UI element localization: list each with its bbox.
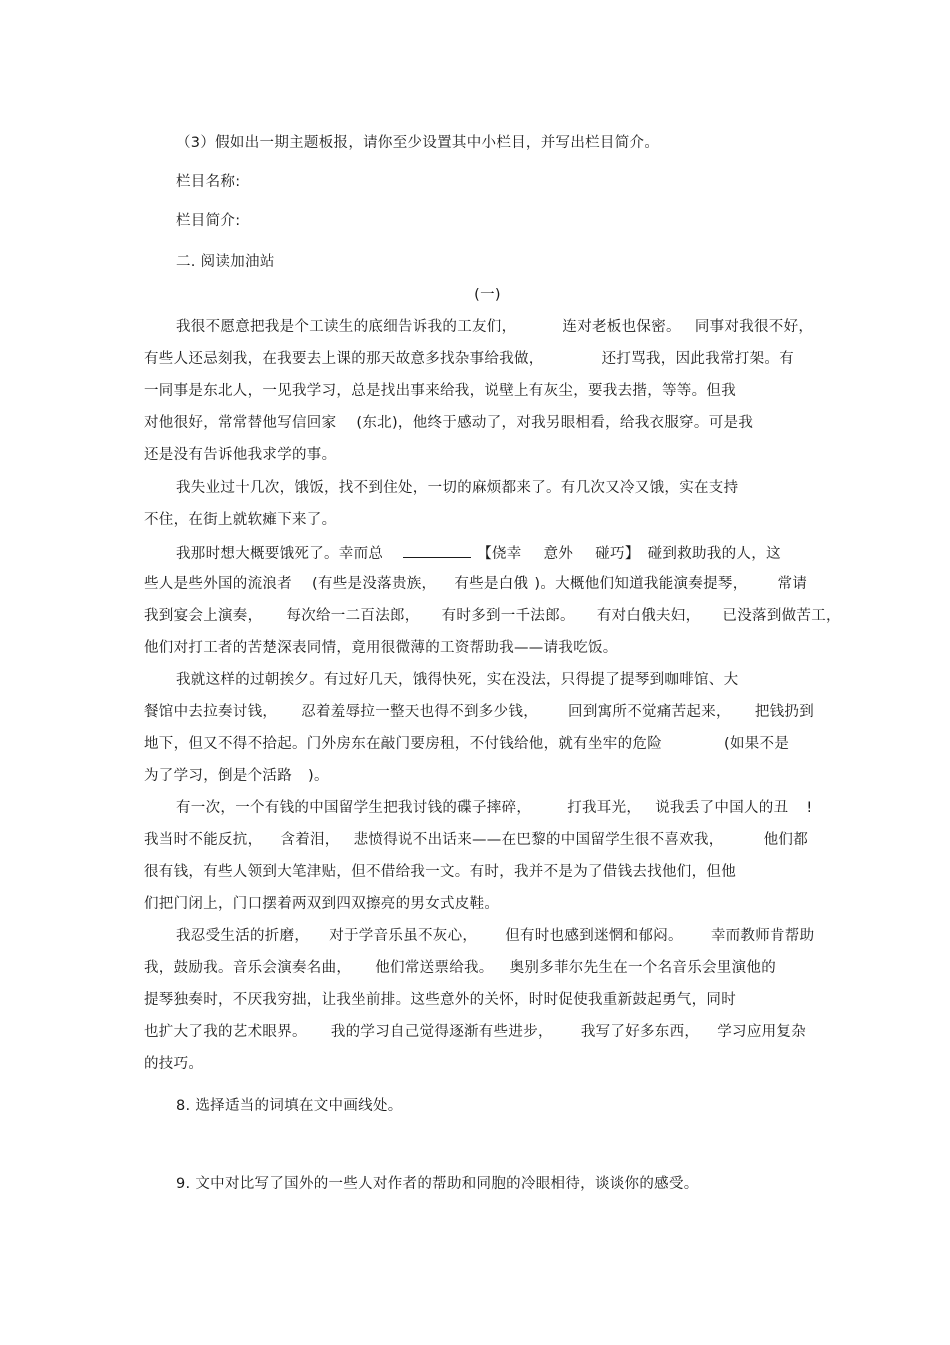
passage-line: 些人是些外国的流浪者 (有些是没落贵族， 有些是白俄 )。大概他们知道我能演奏提琴， 常请 <box>144 576 808 592</box>
passage-line: 我忍受生活的折磨， 对于学音乐虽不灰心， 但有时也感到迷惘和郁闷。 幸而教师肯帮助 <box>176 928 815 944</box>
passage-line: 也扩大了我的艺术眼界。 我的学习自己觉得逐渐有些进步， 我写了好多东西， 学习应用复杂 <box>144 1024 807 1040</box>
passage-line: 我到宴会上演奏， 每次给一二百法郎， 有时多到一千法郎。 有对白俄夫妇， 已没落到做苦工， <box>144 608 841 624</box>
question-3-prompt: （3）假如出一期主题板报，请你至少设置其中小栏目，并写出栏目简介。 <box>176 135 660 151</box>
section-heading: 二. 阅读加油站 <box>176 254 275 270</box>
passage-line: 有些人还忌刻我，在我要去上课的那天故意多找杂事给我做， 还打骂我，因此我常打架。有 <box>144 351 795 367</box>
question-9: 9. 文中对比写了国外的一些人对作者的帮助和同胞的冷眼相待，谈谈你的感受。 <box>176 1176 699 1192</box>
passage-line: 不住，在街上就软瘫下来了。 <box>144 512 337 528</box>
passage-line: 餐馆中去拉奏讨钱， 忍着羞辱拉一整天也得不到多少钱， 回到寓所不觉痛苦起来， 把钱扔到 <box>144 704 815 720</box>
passage-line: 还是没有告诉他我求学的事。 <box>144 447 337 463</box>
passage-line: 提琴独奏时，不厌我穷拙，让我坐前排。这些意外的关怀，时时促使我重新鼓起勇气，同时 <box>144 992 736 1008</box>
passage-line: 的技巧。 <box>144 1056 204 1072</box>
fill-in-blank[interactable] <box>403 543 471 558</box>
column-name-label: 栏目名称: <box>176 174 241 190</box>
passage-line: 为了学习，倒是个活路 )。 <box>144 768 329 784</box>
passage-line: 们把门闭上，门口摆着两双到四双擦亮的男女式皮鞋。 <box>144 896 500 912</box>
passage-line: 我失业过十几次，饿饭，找不到住处，一切的麻烦都来了。有几次又冷又饿，实在支持 <box>176 480 739 496</box>
passage-line: 我很不愿意把我是个工读生的底细告诉我的工友们， 连对老板也保密。 同事对我很不好， <box>176 319 814 335</box>
column-intro-label: 栏目简介: <box>176 213 241 229</box>
passage-line: 我就这样的过朝挨夕。有过好几天，饿得快死，实在没法，只得提了提琴到咖啡馆、大 <box>176 672 739 688</box>
passage-line: 地下，但又不得不拾起。门外房东在敲门要房租，不付钱给他，就有坐牢的危险 (如果不是 <box>144 736 790 752</box>
question-8: 8. 选择适当的词填在文中画线处。 <box>176 1098 403 1114</box>
passage-line: 他们对打工者的苦楚深表同情，竟用很微薄的工资帮助我——请我吃饭。 <box>144 640 618 656</box>
passage-line: 我，鼓励我。音乐会演奏名曲， 他们常送票给我。 奥别多菲尔先生在一个名音乐会里演他的 <box>144 960 777 976</box>
passage-line: 有一次，一个有钱的中国留学生把我讨钱的碟子摔碎， 打我耳光， 说我丢了中国人的丑 ! <box>176 800 813 816</box>
passage-line: 我那时想大概要饿死了。幸而总 【侥幸 意外 碰巧】 碰到救助我的人，这 <box>176 543 781 563</box>
passage-subheading: (一) <box>474 287 501 303</box>
passage-line: 对他很好，常常替他写信回家 (东北)，他终于感动了，对我另眼相看，给我衣服穿。可是我 <box>144 415 754 431</box>
passage-line: 我当时不能反抗， 含着泪， 悲愤得说不出话来——在巴黎的中国留学生很不喜欢我， 他们都 <box>144 832 809 848</box>
passage-line: 一同事是东北人，一见我学习，总是找出事来给我，说壁上有灰尘，要我去揩，等等。但我 <box>144 383 736 399</box>
passage-line: 很有钱，有些人领到大笔津贴，但不借给我一文。有时，我并不是为了借钱去找他们，但他 <box>144 864 736 880</box>
